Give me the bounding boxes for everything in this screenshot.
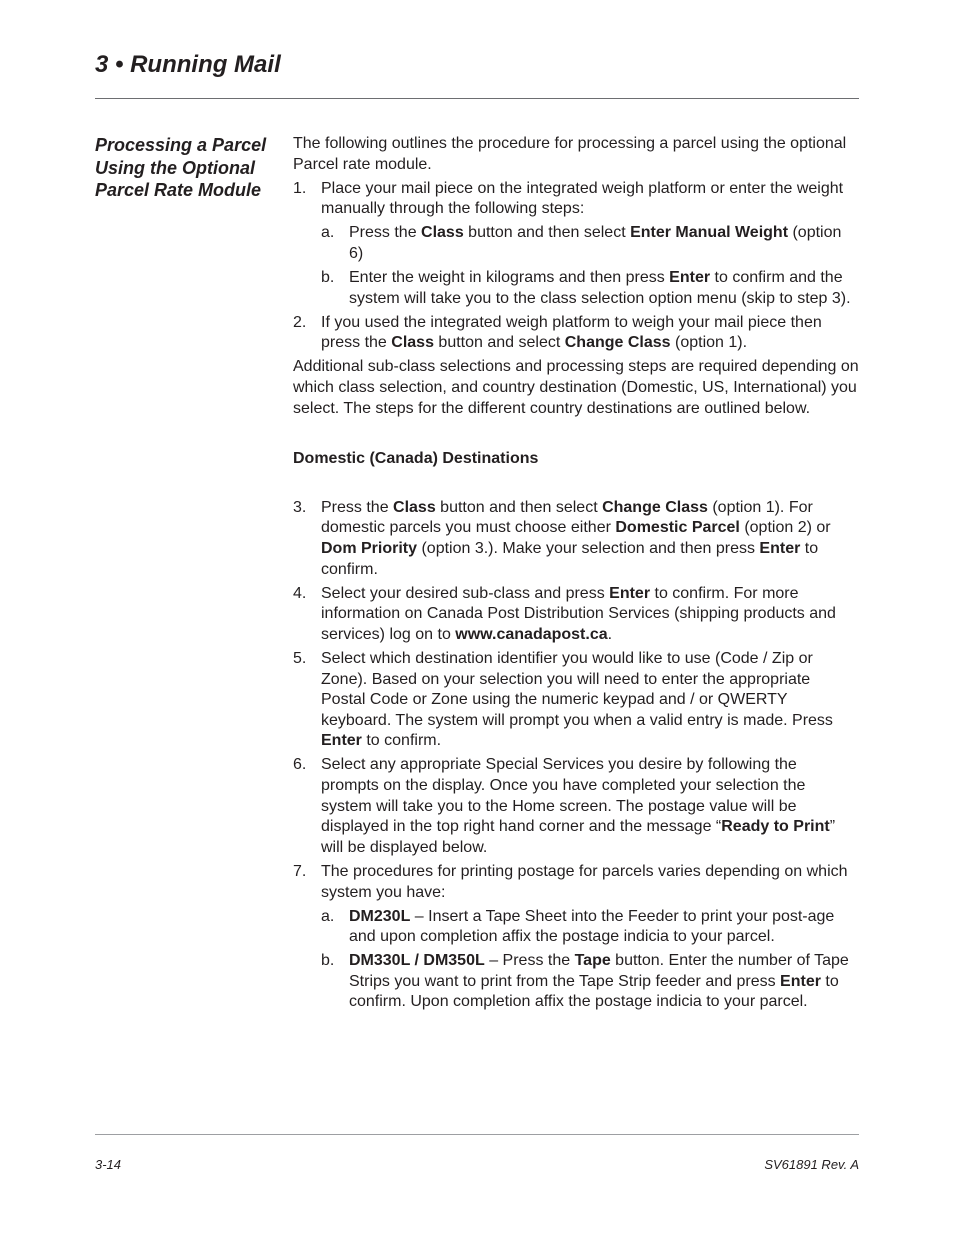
section-heading: Processing a Parcel Using the Optional Parcel Rate Module [95, 135, 267, 200]
step-number: 7. [293, 862, 307, 880]
step-number: 6. [293, 756, 307, 774]
step-7b [293, 951, 859, 1013]
text: ” will be displayed below. [321, 818, 836, 856]
enter-key-ref: Enter [321, 732, 362, 750]
document-id: SV61891 Rev. A [764, 1157, 859, 1172]
dm330l-dm350l-ref: DM330L / DM350L [349, 952, 485, 970]
domestic-parcel-ref: Domestic Parcel [615, 519, 740, 537]
tape-button-ref: Tape [574, 952, 611, 970]
substep-letter: b. [321, 269, 335, 287]
substep-letter: b. [321, 952, 335, 970]
text: Press the [321, 498, 394, 516]
page-number: 3-14 [95, 1157, 122, 1172]
step-7a [293, 907, 859, 948]
enter-key-ref: Enter [759, 540, 801, 557]
text: (option 1). [670, 334, 748, 352]
enter-key-ref: Enter [669, 269, 711, 287]
intro-paragraph: The following outlines the procedure for processing a parcel using the optional Parcel rate module. [293, 135, 847, 173]
body-content [293, 134, 859, 1017]
step-number: 3. [293, 498, 307, 516]
text: (option 6) [349, 224, 842, 262]
subsection-heading: Domestic (Canada) Destinations [293, 450, 539, 468]
text: button. Enter the number of Tape Strips you want to print from the Tape Strip feeder and press [349, 952, 849, 990]
text: – Press the [484, 952, 575, 970]
text: to confirm. [321, 540, 819, 578]
step-6 [293, 755, 859, 858]
text: button and then select [435, 498, 603, 516]
ready-to-print-ref: Ready to Print [721, 818, 830, 836]
step-1b [293, 268, 859, 309]
step-5 [293, 649, 859, 752]
text: Select which destination identifier you would like to use (Code / Zip or Zone). Based on your selection you will need to enter the appropriate Postal Code or Zone using the numeric keypad and / or QWERTY keyboard. The system will prompt you when a valid entry is made. Press [321, 649, 833, 729]
substep-letter: a. [321, 224, 335, 242]
text: (option 1). For domestic parcels you must choose either [321, 498, 813, 537]
text: button and select [433, 334, 565, 352]
step-1a [293, 223, 859, 264]
change-class-ref: Change Class [602, 498, 708, 516]
dm230l-ref: DM230L [349, 907, 411, 925]
class-button-ref: Class [391, 334, 434, 352]
text: (option 2) or [739, 519, 831, 537]
change-class-ref: Change Class [564, 334, 671, 352]
canadapost-url: www.canadapost.ca [455, 625, 608, 643]
step-2 [293, 313, 859, 354]
step-text: The procedures for printing postage for parcels varies depending on which system you have: [321, 862, 848, 901]
step-number: 2. [293, 313, 307, 331]
additional-paragraph: Additional sub-class selections and processing steps are required depending on which class selection, and country destination (Domestic, US, International) you select. The steps for the different country destinations are outlined below. [293, 358, 859, 417]
text: – Insert a Tape Sheet into the Feeder to print your post-age and upon completion affix the postage indicia to your parcel. [349, 907, 835, 946]
chapter-title: 3 • Running Mail [95, 51, 281, 78]
text: to confirm and the system will take you to the class selection option menu (skip to step 3). [349, 269, 851, 307]
step-text: Place your mail piece on the integrated weigh platform or enter the weight manually through the following steps: [321, 179, 844, 218]
text: to confirm. [361, 732, 442, 750]
text: Select any appropriate Special Services you desire by following the prompts on the display. Once you have completed your selection the system will take you to the Home screen. The postage value will be displayed in the top right hand corner and the message “ [321, 756, 806, 836]
enter-key-ref: Enter [609, 584, 651, 602]
footer-rule [95, 1134, 859, 1135]
header-rule [95, 98, 859, 99]
substep-letter: a. [321, 907, 335, 925]
step-1 [293, 179, 859, 220]
text: Enter the weight in kilograms and then press [349, 269, 670, 287]
text: to confirm. Upon completion affix the postage indicia to your parcel. [349, 972, 839, 1011]
step-4 [293, 584, 859, 646]
step-number: 4. [293, 584, 307, 602]
text: If you used the integrated weigh platform to weigh your mail piece then press the [321, 313, 822, 352]
class-button-ref: Class [393, 498, 436, 516]
step-number: 5. [293, 649, 307, 667]
text: (option 3.). Make your selection and then press [417, 540, 760, 557]
step-3 [293, 498, 859, 580]
text: to confirm. For more information on Canada Post Distribution Services (shipping products and services) log on to [321, 584, 836, 643]
step-7 [293, 862, 859, 903]
enter-key-ref: Enter [780, 972, 821, 990]
enter-manual-weight-ref: Enter Manual Weight [630, 224, 789, 242]
dom-priority-ref: Dom Priority [321, 540, 418, 557]
text: button and then select [463, 224, 631, 242]
text: Select your desired sub-class and press [321, 584, 610, 602]
text: Press the [349, 224, 422, 242]
step-number: 1. [293, 179, 307, 197]
class-button-ref: Class [421, 224, 464, 242]
text: . [607, 625, 613, 643]
